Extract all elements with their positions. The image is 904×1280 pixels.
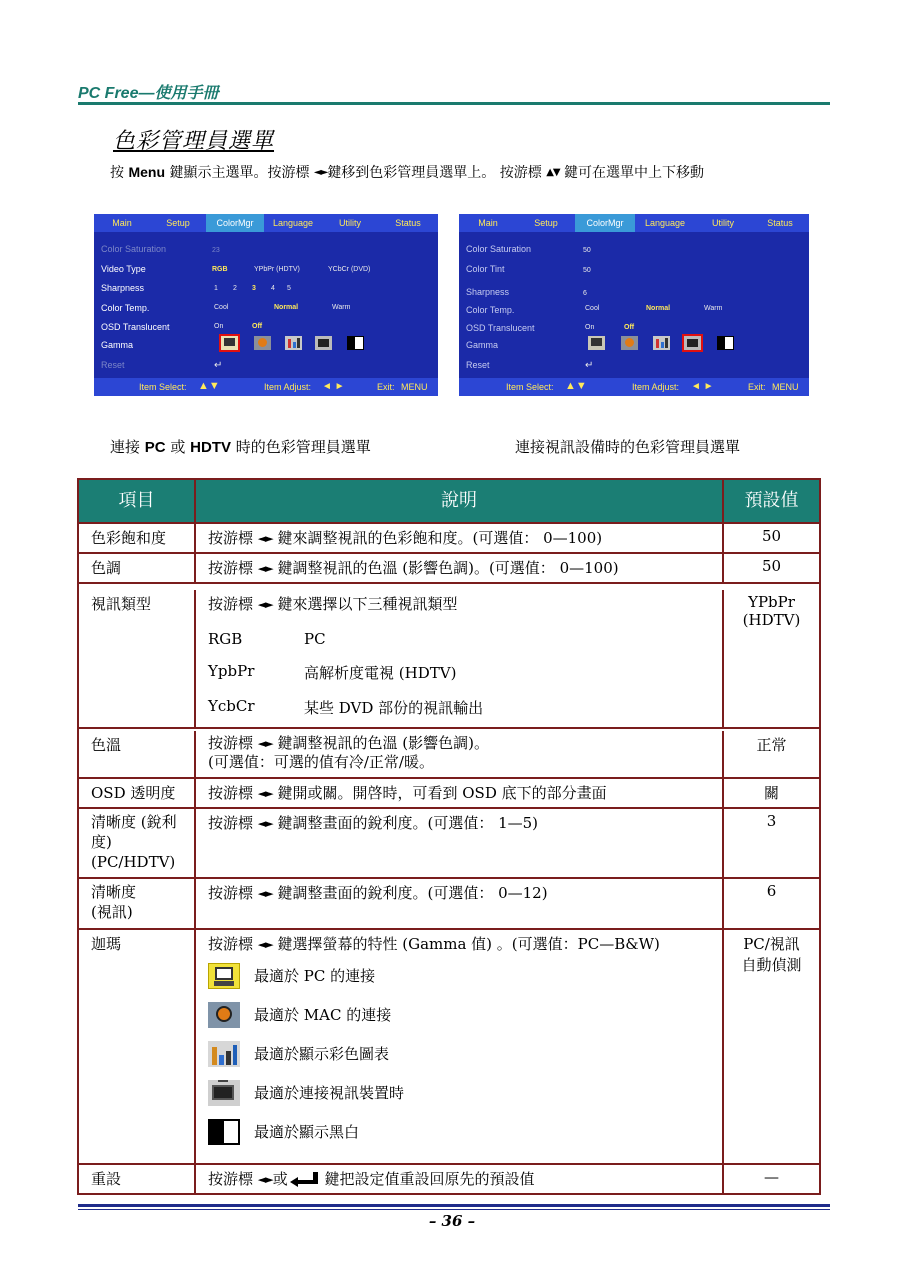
osd-tab-language[interactable]: Language (272, 218, 314, 228)
gamma-bw-icon[interactable] (717, 336, 734, 350)
up-down-arrow-icon: ▲▼ (546, 167, 560, 178)
section-title: 色彩管理員選單 (113, 129, 275, 154)
osd-tab-status[interactable]: Status (395, 218, 421, 228)
osd-video-type-ypbpr[interactable]: YPbPr (HDTV) (254, 266, 300, 273)
osd-screenshot-pc (94, 214, 438, 396)
osd-row-color-temp[interactable]: Color Temp. (101, 303, 150, 313)
left-right-arrow-icon: ◄► (257, 817, 273, 830)
header-item: 項目 (79, 480, 196, 522)
osd-row-gamma[interactable]: Gamma (101, 340, 134, 350)
osd-sharpness-4[interactable]: 4 (271, 285, 275, 292)
osd-temp-warm[interactable]: Warm (704, 305, 723, 312)
osd-row-video-type[interactable]: Video Type (101, 264, 146, 274)
header-rule (78, 102, 830, 105)
osd-temp-normal[interactable]: Normal (646, 305, 671, 312)
osd-row-osd-translucent[interactable]: OSD Translucent (101, 322, 170, 332)
osd-temp-warm[interactable]: Warm (332, 304, 351, 311)
running-header: PC Free—使用手冊 (78, 85, 219, 102)
osd-footer: Item Select: ▲▼ Item Adjust: ◄ ► Exit: MENU (459, 378, 809, 396)
osd-sharpness-value: 6 (583, 290, 587, 297)
table-row: 清晰度 (視訊) 按游標 ◄► 鍵調整畫面的銳利度。(可選值： 0—12) 6 (79, 877, 819, 928)
osd-sharpness-1[interactable]: 1 (214, 285, 218, 292)
left-right-arrow-icon: ◄► (257, 938, 273, 951)
osd-reset-enter-icon[interactable]: ↵ (585, 360, 594, 371)
left-right-arrow-icon: ◄► (257, 787, 273, 800)
footer-rule-thin (78, 1209, 830, 1210)
osd-sharpness-2[interactable]: 2 (233, 285, 237, 292)
osd-tab-utility[interactable]: Utility (712, 218, 734, 228)
up-down-arrow-icon: ▲▼ (565, 380, 587, 392)
table-row: 迦瑪 按游標 ◄► 鍵選擇螢幕的特性 (Gamma 值) 。(可選值：PC—B&W) 最適於 PC 的連接 最適於 MAC 的連接 最適於顯示彩色圖表 最適於連接視訊裝置時 最適於顯示黑白 PC/視訊 自動偵測 (79, 928, 819, 1163)
osd-screenshot-video (459, 214, 809, 396)
up-down-arrow-icon: ▲▼ (198, 380, 220, 392)
osd-tab-colormgr[interactable]: ColorMgr (575, 214, 635, 232)
left-right-arrow-icon: ◄► (257, 562, 273, 575)
osd-tab-language[interactable]: Language (644, 218, 686, 228)
osd-tab-setup[interactable]: Setup (166, 218, 190, 228)
osd-saturation-value: 23 (212, 247, 220, 254)
osd-tab-colormgr[interactable]: ColorMgr (206, 214, 264, 232)
gamma-bw-icon[interactable] (347, 336, 364, 350)
table-row: 清晰度 (銳利度) (PC/HDTV) 按游標 ◄► 鍵調整畫面的銳利度。(可選值： 1—5) 3 (79, 807, 819, 877)
left-right-arrow-icon: ◄ ► (691, 381, 714, 392)
gamma-option: 最適於 MAC 的連接 (208, 995, 710, 1034)
gamma-chart-icon (208, 1041, 240, 1067)
osd-footer: Item Select: ▲▼ Item Adjust: ◄ ► Exit: MENU (94, 378, 438, 396)
gamma-pc-icon[interactable] (588, 336, 605, 350)
osd-temp-normal[interactable]: Normal (274, 304, 299, 311)
osd-row-osd-translucent[interactable]: OSD Translucent (466, 323, 535, 333)
gamma-chart-icon[interactable] (285, 336, 302, 350)
gamma-option: 最適於顯示彩色圖表 (208, 1034, 710, 1073)
osd-row-color-temp[interactable]: Color Temp. (466, 305, 515, 315)
gamma-mac-icon (208, 1002, 240, 1028)
osd-temp-cool[interactable]: Cool (214, 304, 229, 311)
table-row: 色溫 按游標 ◄► 鍵調整視訊的色溫 (影響色調)。 (可選值：可選的值有冷/正常/暖。 正常 (79, 727, 819, 777)
gamma-video-icon[interactable] (315, 336, 332, 350)
gamma-video-icon[interactable] (684, 336, 701, 350)
osd-row-reset[interactable]: Reset (466, 360, 490, 370)
caption-pc-hdtv: 連接 PC 或 HDTV 時的色彩管理員選單 (110, 438, 371, 456)
osd-row-color-tint[interactable]: Color Tint (466, 264, 505, 274)
table-row: 視訊類型 按游標 ◄► 鍵來選擇以下三種視訊類型 RGB PC YpbPr 高解析度電視 (HDTV) YcbCr 某些 DVD 部份的視訊輸出 YPbPr (HDTV) (79, 582, 819, 727)
table-header (79, 480, 819, 522)
osd-menu-bar (94, 214, 438, 232)
osd-sharpness-3[interactable]: 3 (252, 285, 256, 292)
page-number: – 36 – (428, 1212, 476, 1230)
enter-key-icon (290, 1172, 318, 1184)
osd-row-gamma[interactable]: Gamma (466, 340, 499, 350)
osd-translucent-off[interactable]: Off (624, 324, 635, 331)
left-right-arrow-icon: ◄► (257, 737, 273, 750)
table-row: 色彩飽和度 按游標 ◄► 鍵來調整視訊的色彩飽和度。(可選值： 0—100) 50 (79, 522, 819, 552)
table-row: 色調 按游標 ◄► 鍵調整視訊的色溫 (影響色調)。(可選值： 0—100) 50 (79, 552, 819, 582)
gamma-pc-icon (208, 963, 240, 989)
osd-tab-status[interactable]: Status (767, 218, 793, 228)
osd-reset-enter-icon[interactable]: ↵ (214, 360, 223, 371)
osd-tab-setup[interactable]: Setup (534, 218, 558, 228)
gamma-mac-icon[interactable] (621, 336, 638, 350)
osd-video-type-rgb[interactable]: RGB (212, 266, 228, 273)
gamma-chart-icon[interactable] (653, 336, 670, 350)
osd-menu-bar (459, 214, 809, 232)
caption-video: 連接視訊設備時的色彩管理員選單 (515, 438, 741, 456)
left-right-arrow-icon: ◄► (257, 598, 273, 611)
left-right-arrow-icon: ◄ ► (322, 381, 345, 392)
osd-row-color-saturation[interactable]: Color Saturation (466, 244, 532, 254)
left-right-arrow-icon: ◄► (257, 887, 273, 900)
osd-tab-main[interactable]: Main (112, 218, 132, 228)
gamma-option: 最適於顯示黑白 (208, 1112, 710, 1151)
left-right-arrow-icon: ◄► (313, 167, 328, 178)
gamma-mac-icon[interactable] (254, 336, 271, 350)
osd-video-type-ycbcr[interactable]: YCbCr (DVD) (328, 266, 371, 273)
table-row: 重設 按游標 ◄►或 鍵把設定值重設回原先的預設值 — (79, 1163, 819, 1193)
gamma-option: 最適於連接視訊裝置時 (208, 1073, 710, 1112)
osd-translucent-off[interactable]: Off (252, 323, 263, 330)
osd-row-sharpness[interactable]: Sharpness (466, 287, 510, 297)
osd-tint-value: 50 (583, 267, 591, 274)
footer-rule (78, 1204, 830, 1207)
osd-translucent-on[interactable]: On (585, 324, 595, 331)
header-default: 預設值 (744, 490, 799, 511)
osd-row-sharpness[interactable]: Sharpness (101, 283, 145, 293)
color-manager-table (77, 478, 821, 1195)
osd-translucent-on[interactable]: On (214, 323, 224, 330)
table-row: OSD 透明度 按游標 ◄► 鍵開或關。開啓時，可看到 OSD 底下的部分畫面 關 (79, 777, 819, 807)
gamma-bw-icon (208, 1119, 240, 1145)
osd-row-color-saturation[interactable]: Color Saturation (101, 244, 167, 254)
left-right-arrow-icon: ◄► (257, 1173, 273, 1186)
gamma-pc-icon[interactable] (221, 336, 238, 350)
menu-key: Menu (128, 164, 166, 180)
gamma-video-icon (208, 1080, 240, 1106)
osd-tab-utility[interactable]: Utility (339, 218, 361, 228)
osd-tab-main[interactable]: Main (478, 218, 498, 228)
osd-temp-cool[interactable]: Cool (585, 305, 600, 312)
header-description: 說明 (196, 480, 724, 522)
gamma-option: 最適於 PC 的連接 (208, 956, 710, 995)
intro-paragraph: 按 Menu 鍵顯示主選單。按游標 ◄►鍵移到色彩管理員選單上。 按游標 ▲▼ 鍵可在選單中上下移動 (110, 164, 705, 181)
osd-saturation-value: 50 (583, 247, 591, 254)
left-right-arrow-icon: ◄► (257, 532, 273, 545)
osd-sharpness-5[interactable]: 5 (287, 285, 291, 292)
osd-row-reset[interactable]: Reset (101, 360, 125, 370)
